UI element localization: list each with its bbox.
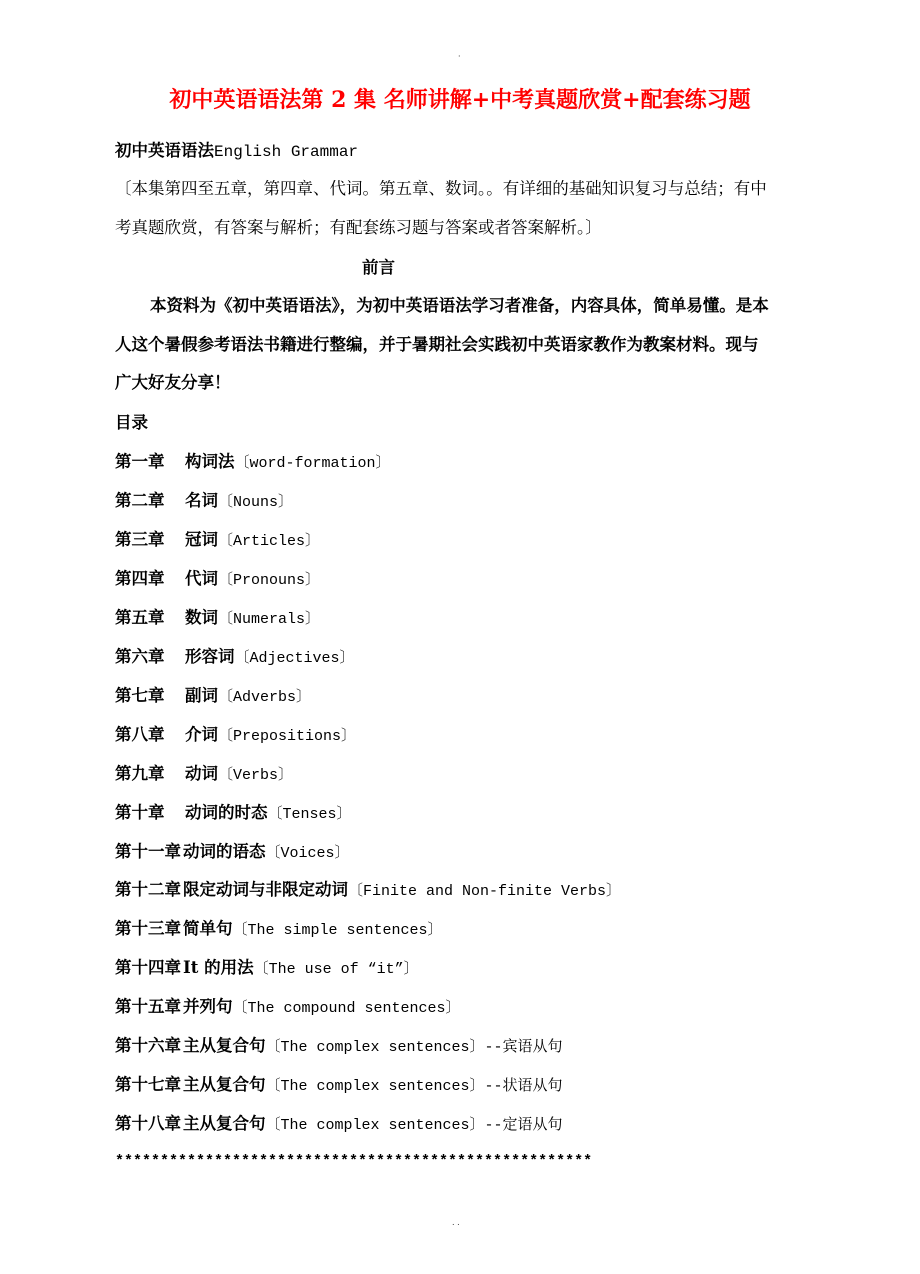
toc-chapter-number: 第一章 (115, 452, 165, 471)
toc-chapter-title: 动词的语态 (183, 841, 266, 861)
toc-chapter-title: 限定动词与非限定动词 (183, 880, 348, 900)
toc-chapter-english: 〔The compound sentences〕 (232, 1000, 461, 1018)
toc-chapter-number: 第十四章 (115, 958, 181, 978)
toc-item (115, 490, 293, 514)
toc-chapter-english: 〔Finite and Non-finite Verbs〕 (348, 883, 622, 901)
toc-chapter-title: 介词 (185, 724, 218, 744)
toc-chapter-english: 〔The simple sentences〕 (232, 922, 443, 940)
toc-heading: 目录 (115, 413, 148, 432)
subtitle (115, 140, 358, 163)
toc-chapter-title: It 的用法 (183, 958, 254, 978)
preface-line-2: 人这个暑假参考语法书籍进行整编，并于暑期社会实践初中英语家教作为教案材料。现与 (115, 335, 759, 354)
toc-chapter-title: 名词 (185, 490, 218, 510)
toc-item (115, 724, 356, 748)
toc-chapter-english: 〔The complex sentences〕--宾语从句 (265, 1039, 563, 1057)
toc-item (115, 607, 320, 631)
toc-item (115, 1035, 563, 1059)
toc-item (115, 996, 461, 1020)
intro-line-1: 〔本集第四至五章，第四章、代词。第五章、数词。。有详细的基础知识复习与总结；有中 (115, 179, 767, 198)
preface-heading: 前言 (362, 258, 395, 277)
toc-item (115, 1074, 563, 1098)
toc-item (115, 529, 320, 553)
toc-chapter-title: 主从复合句 (183, 1114, 266, 1134)
toc-item (115, 957, 419, 981)
toc-item (115, 451, 391, 475)
toc-chapter-number: 第十八章 (115, 1114, 181, 1134)
toc-chapter-title: 并列句 (183, 997, 233, 1017)
header-mark: · (458, 52, 461, 61)
toc-chapter-english: 〔Numerals〕 (218, 610, 321, 628)
toc-chapter-title: 构词法 (185, 452, 235, 471)
toc-chapter-title: 动词 (185, 763, 218, 783)
toc-chapter-english: 〔Prepositions〕 (218, 727, 357, 745)
toc-chapter-english: 〔word-formation〕 (234, 455, 391, 472)
toc-item (115, 763, 293, 787)
toc-item (115, 685, 311, 709)
toc-chapter-title: 代词 (185, 568, 218, 588)
subtitle-en: English Grammar (214, 143, 359, 161)
toc-chapter-english: 〔Pronouns〕 (218, 571, 321, 589)
toc-chapter-number: 第十七章 (115, 1075, 181, 1095)
subtitle-cn: 初中英语语法 (115, 141, 214, 160)
toc-item (115, 841, 350, 865)
preface-line-3: 广大好友分享！ (115, 373, 231, 392)
toc-chapter-number: 第四章 (115, 568, 165, 588)
toc-chapter-number: 第五章 (115, 607, 165, 627)
toc-chapter-title: 主从复合句 (183, 1075, 266, 1095)
toc-chapter-number: 第三章 (115, 529, 165, 549)
toc-chapter-title: 副词 (185, 685, 218, 705)
toc-chapter-number: 第十三章 (115, 919, 181, 939)
toc-chapter-title: 形容词 (185, 646, 235, 666)
toc-chapter-english: 〔The complex sentences〕--定语从句 (265, 1117, 563, 1135)
document-title: 初中英语语法第 2 集 名师讲解+中考真题欣赏+配套练习题 (169, 87, 751, 113)
toc-item (115, 1113, 563, 1137)
toc-chapter-number: 第十章 (115, 802, 165, 822)
toc-chapter-number: 第八章 (115, 724, 165, 744)
toc-chapter-number: 第六章 (115, 646, 165, 666)
toc-chapter-english: 〔The use of “it”〕 (253, 961, 419, 979)
footer-mark: . . (452, 1218, 460, 1227)
toc-chapter-title: 动词的时态 (185, 802, 268, 822)
toc-chapter-english: 〔Nouns〕 (218, 493, 294, 511)
toc-chapter-english: 〔Voices〕 (265, 844, 350, 862)
toc-chapter-number: 第十一章 (115, 841, 181, 861)
toc-chapter-title: 主从复合句 (183, 1036, 266, 1056)
toc-item (115, 802, 352, 826)
toc-chapter-title: 冠词 (185, 529, 218, 549)
toc-chapter-english: 〔The complex sentences〕--状语从句 (265, 1078, 563, 1096)
toc-chapter-number: 第七章 (115, 685, 165, 705)
toc-chapter-number: 第十二章 (115, 880, 181, 900)
intro-line-2: 考真题欣赏，有答案与解析；有配套练习题与答案或者答案解析。〕 (115, 218, 602, 237)
toc-item (115, 918, 443, 942)
toc-item (115, 568, 320, 592)
separator: ***************************************************** (115, 1153, 593, 1170)
toc-chapter-title: 数词 (185, 607, 218, 627)
toc-chapter-number: 第十五章 (115, 997, 181, 1017)
toc-chapter-english: 〔Verbs〕 (218, 766, 294, 784)
toc-item (115, 646, 355, 670)
preface-line-1: 本资料为《初中英语语法》，为初中英语语法学习者准备，内容具体，简单易懂。是本 (150, 296, 769, 315)
toc-chapter-number: 第十六章 (115, 1036, 181, 1056)
toc-item (115, 879, 621, 903)
toc-chapter-number: 第二章 (115, 490, 165, 510)
toc-chapter-number: 第九章 (115, 763, 165, 783)
toc-chapter-english: 〔Adverbs〕 (218, 688, 312, 706)
toc-chapter-english: 〔Tenses〕 (267, 805, 352, 823)
toc-chapter-english: 〔Articles〕 (218, 532, 321, 550)
toc-chapter-english: 〔Adjectives〕 (234, 649, 355, 667)
toc-chapter-title: 简单句 (183, 919, 233, 939)
